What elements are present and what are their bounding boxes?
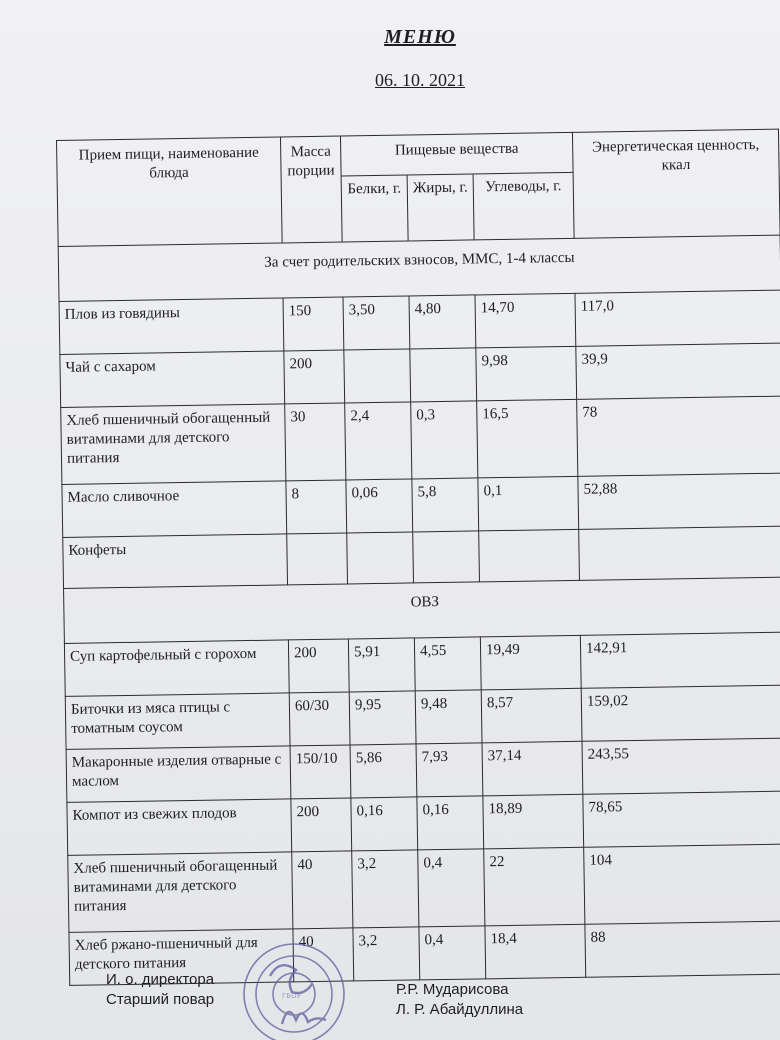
header-carbs: Углеводы, г. xyxy=(473,172,574,240)
dish-protein xyxy=(347,532,414,584)
director-name: Р.Р. Мударисова xyxy=(396,981,509,998)
dish-protein xyxy=(344,349,411,403)
dish-fat: 5,8 xyxy=(412,478,479,532)
dish-name: Плов из говядины xyxy=(59,298,284,355)
dish-fat: 0,16 xyxy=(417,796,484,850)
dish-carbs: 9,98 xyxy=(476,346,577,401)
dish-carbs: 14,70 xyxy=(475,293,576,348)
dish-mass xyxy=(287,533,348,585)
dish-name: Компот из свежих плодов xyxy=(67,799,292,856)
dish-mass: 40 xyxy=(293,928,354,982)
dish-carbs: 18,89 xyxy=(483,794,584,849)
dish-fat: 4,55 xyxy=(414,637,481,691)
dish-mass: 150 xyxy=(283,297,344,351)
header-nutrients: Пищевые вещества xyxy=(340,132,573,176)
dish-protein: 5,86 xyxy=(350,744,417,798)
dish-protein: 2,4 xyxy=(345,402,412,480)
dish-name: Хлеб ржано-пшеничный для детского питания xyxy=(69,929,294,986)
dish-energy: 39,9 xyxy=(576,343,780,399)
dish-carbs: 22 xyxy=(484,847,585,926)
chef-name: Л. Р. Абайдуллина xyxy=(396,1001,524,1018)
section-title-text: За счет родительских взносов, ММС, 1-4 классы xyxy=(264,249,575,271)
header-meal: Прием пищи, наименование блюда xyxy=(57,137,283,247)
dish-energy: 78 xyxy=(577,396,780,476)
header-mass: Масса порции xyxy=(280,136,342,243)
dish-carbs: 8,57 xyxy=(481,688,582,743)
director-signature xyxy=(270,965,312,993)
dish-protein: 9,95 xyxy=(349,691,416,745)
chef-title: Старший повар xyxy=(106,991,215,1008)
header-fat: Жиры, г. xyxy=(407,174,474,241)
dish-carbs: 18,4 xyxy=(485,924,586,979)
dish-mass: 60/30 xyxy=(289,692,350,746)
director-title: И. о. директора xyxy=(106,971,215,988)
dish-protein: 0,06 xyxy=(346,479,413,533)
dish-carbs xyxy=(479,529,580,582)
section-title-text: ОВЗ xyxy=(410,594,440,611)
dish-name: Масло сливочное xyxy=(62,481,287,538)
signature-names xyxy=(396,980,523,1020)
dish-energy: 104 xyxy=(584,844,780,924)
dish-fat: 0,4 xyxy=(419,926,486,980)
dish-name: Конфеты xyxy=(63,534,288,589)
menu-table xyxy=(56,129,780,986)
dish-mass: 150/10 xyxy=(290,745,351,799)
dish-fat xyxy=(410,348,477,402)
dish-fat: 0,3 xyxy=(411,401,478,479)
dish-energy: 142,91 xyxy=(580,632,780,688)
dish-fat: 9,48 xyxy=(415,690,482,744)
stamp-lettering: ГБОУ xyxy=(282,992,301,1000)
dish-name: Биточки из мяса птицы с томатным соусом xyxy=(65,693,290,750)
dish-mass: 200 xyxy=(284,350,345,404)
table-row xyxy=(61,396,780,484)
dish-energy xyxy=(579,526,780,580)
dish-protein: 3,2 xyxy=(352,850,419,928)
dish-carbs: 16,5 xyxy=(477,399,578,478)
dish-protein: 3,50 xyxy=(343,296,410,350)
dish-fat: 0,4 xyxy=(418,849,485,927)
dish-protein: 0,16 xyxy=(351,797,418,851)
dish-name: Макаронные изделия отварные с маслом xyxy=(66,746,291,803)
dish-name: Суп картофельный с горохом xyxy=(64,640,289,697)
document-date: 06. 10. 2021 xyxy=(375,70,465,90)
document-title: МЕНЮ xyxy=(384,26,456,48)
dish-mass: 40 xyxy=(292,851,353,929)
dish-protein: 5,91 xyxy=(348,638,415,692)
dish-carbs: 0,1 xyxy=(478,476,579,531)
dish-energy: 52,88 xyxy=(578,473,780,529)
stamp-seal xyxy=(218,938,368,1040)
dish-energy: 243,55 xyxy=(582,738,780,794)
dish-energy: 78,65 xyxy=(583,791,780,847)
dish-mass: 200 xyxy=(291,798,352,852)
dish-carbs: 19,49 xyxy=(480,635,581,690)
dish-protein: 3,2 xyxy=(353,927,420,981)
dish-fat: 4,80 xyxy=(409,295,476,349)
table-row xyxy=(68,844,780,932)
signature-titles xyxy=(106,970,214,1010)
dish-mass: 30 xyxy=(285,403,346,481)
dish-energy: 159,02 xyxy=(581,685,780,741)
dish-energy: 117,0 xyxy=(575,290,780,346)
dish-name: Чай с сахаром xyxy=(60,351,285,408)
dish-carbs: 37,14 xyxy=(482,741,583,796)
dish-fat: 7,93 xyxy=(416,743,483,797)
dish-name: Хлеб пшеничный обогащенный витаминами для детского питания xyxy=(61,404,286,485)
dish-energy: 88 xyxy=(585,921,780,977)
dish-mass: 200 xyxy=(288,639,349,693)
dish-mass: 8 xyxy=(286,480,347,534)
dish-fat xyxy=(413,531,480,583)
dish-name: Хлеб пшеничный обогащенный витаминами для детского питания xyxy=(68,852,293,933)
header-energy: Энергетическая ценность, ккал xyxy=(572,129,780,238)
header-protein: Белки, г. xyxy=(341,175,408,242)
